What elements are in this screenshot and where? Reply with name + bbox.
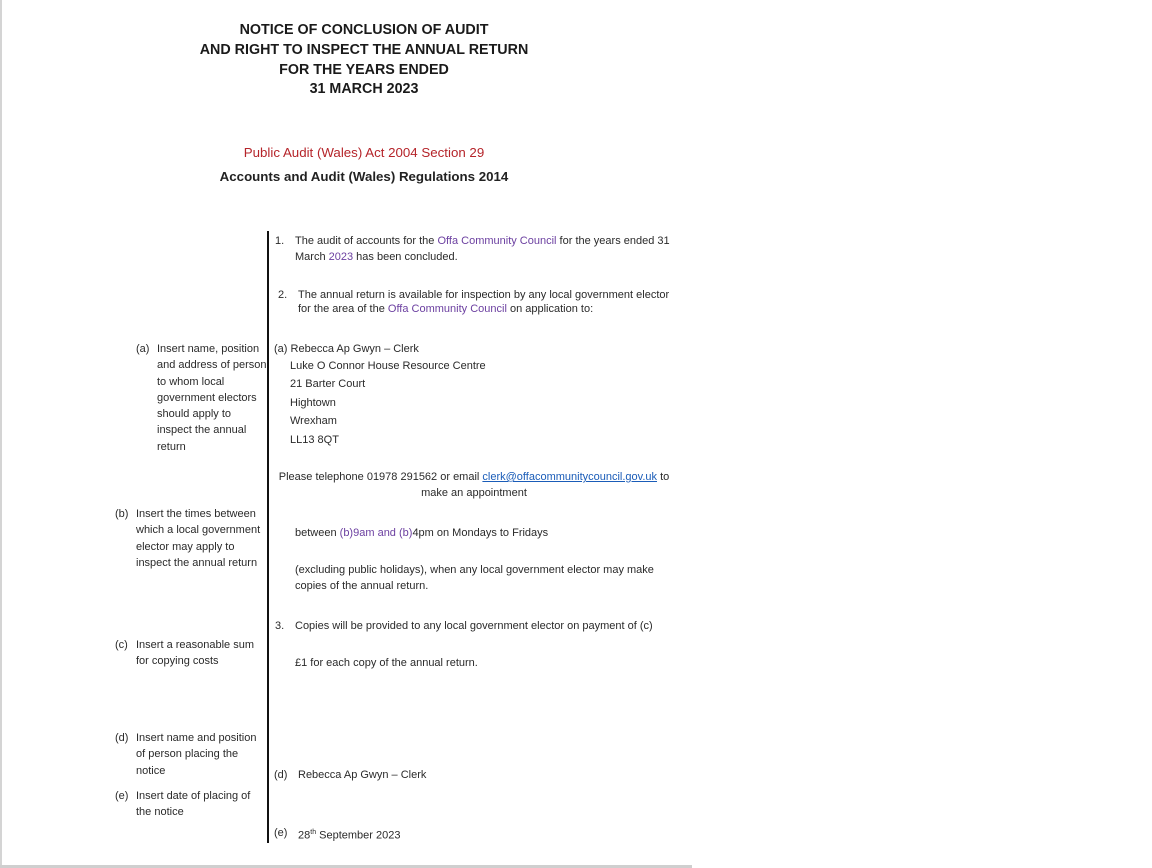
item-2-number: 2. [278,289,288,301]
margin-note-line: which a local government [136,524,261,537]
council-name: Offa Community Council [437,235,557,247]
margin-note-line: to whom local [157,375,225,388]
placeholder-b: (b) [398,527,413,539]
margin-note-key: (e) [115,790,129,802]
date-day: 28 [298,829,311,842]
margin-note-line: elector may apply to [136,540,235,553]
end-time: 4pm on Mondays to Fridays [412,527,549,539]
margin-note-line: notice [136,764,166,777]
item-2-line-1: The annual return is available for inspection by any local government elector [298,289,670,301]
address-block [290,357,486,449]
item-1-line-1 [295,233,670,249]
contact-line-1 [270,469,678,485]
contact-text: to [657,471,670,483]
times-text: between [295,527,340,539]
copy-cost: £1 for each copy of the annual return. [295,657,478,669]
margin-note-line: Insert date of placing of [136,790,251,802]
date-rest: September 2023 [316,829,401,842]
margin-note-line: Insert name and position [136,732,257,744]
excluding-line-2: copies of the annual return. [295,580,429,592]
margin-note-line: Insert name, position [157,343,260,355]
regulations-reference: Accounts and Audit (Wales) Regulations 2014 [219,169,509,184]
address-line-1: Luke O Connor House Resource Centre [290,360,486,372]
clerk-name: Rebecca Ap Gwyn – Clerk [290,343,419,355]
margin-note-line: government electors [157,391,257,404]
margin-note-key: (d) [115,732,129,744]
contact-line-2: make an appointment [421,487,527,499]
margin-note-line: inspect the annual [157,424,247,437]
page-edge-left [0,0,2,868]
contact-text: Please telephone 01978 291562 or email [278,471,483,483]
margin-note-key: (b) [115,508,129,520]
margin-note-line: inspect the annual return [136,556,258,569]
margin-note-key: (a) [136,343,150,355]
title-line-1: NOTICE OF CONCLUSION OF AUDIT [239,22,489,38]
item-1-text: for the years ended 31 [556,235,670,247]
placer-label: (d) [274,769,288,781]
placeholder-b: (b) [339,527,354,539]
margin-note-key: (c) [115,639,128,651]
item-1-text: has been concluded. [353,251,458,263]
address-line-4: Wrexham [290,415,337,428]
audit-year: 2023 [328,251,354,263]
item-1-text: The audit of accounts for the [295,235,438,247]
margin-note-line: of person placing the [136,748,239,761]
item-2-line-2 [298,301,593,317]
act-reference: Public Audit (Wales) Act 2004 Section 29 [243,145,485,160]
item-2-text: on application to: [506,303,594,315]
placing-date [298,825,400,844]
margin-note-line: Insert a reasonable sum [136,639,255,651]
item-1-text: March [295,251,329,263]
margin-note-line: should apply to [157,408,231,421]
title-line-3: FOR THE YEARS ENDED [279,61,449,78]
item-1-number: 1. [275,235,285,247]
margin-note-line: and address of person [157,359,267,372]
placer-name: Rebecca Ap Gwyn – Clerk [298,769,427,781]
margin-note-line: for copying costs [136,655,219,668]
address-name-line [274,341,419,357]
margin-note-line: Insert the times between [136,508,256,520]
email-link[interactable]: clerk@offacommunitycouncil.gov.uk [482,471,658,483]
title-line-4: 31 MARCH 2023 [309,81,419,98]
council-name: Offa Community Council [387,303,507,315]
address-line-2: 21 Barter Court [290,378,366,391]
times-text: and [374,527,399,539]
start-time: 9am [353,527,375,539]
address-line-5: LL13 8QT [290,433,339,446]
item-2-text: for the area of the [298,303,388,315]
address-label: (a) [274,343,288,355]
notice-title [185,21,543,100]
item-3-number: 3. [275,620,285,632]
title-line-2: AND RIGHT TO INSPECT THE ANNUAL RETURN [199,41,529,58]
item-3-text: Copies will be provided to any local government elector on payment of (c) [295,620,653,632]
date-label: (e) [274,827,288,839]
margin-note-line: the notice [136,806,184,819]
item-1-line-2 [295,249,458,265]
margin-note-line: return [157,440,186,453]
inspection-times [295,525,548,541]
date-suffix: th [310,829,317,836]
column-divider [267,231,269,843]
address-line-3: Hightown [290,396,336,409]
excluding-line-1: (excluding public holidays), when any local government elector may make [295,564,654,576]
